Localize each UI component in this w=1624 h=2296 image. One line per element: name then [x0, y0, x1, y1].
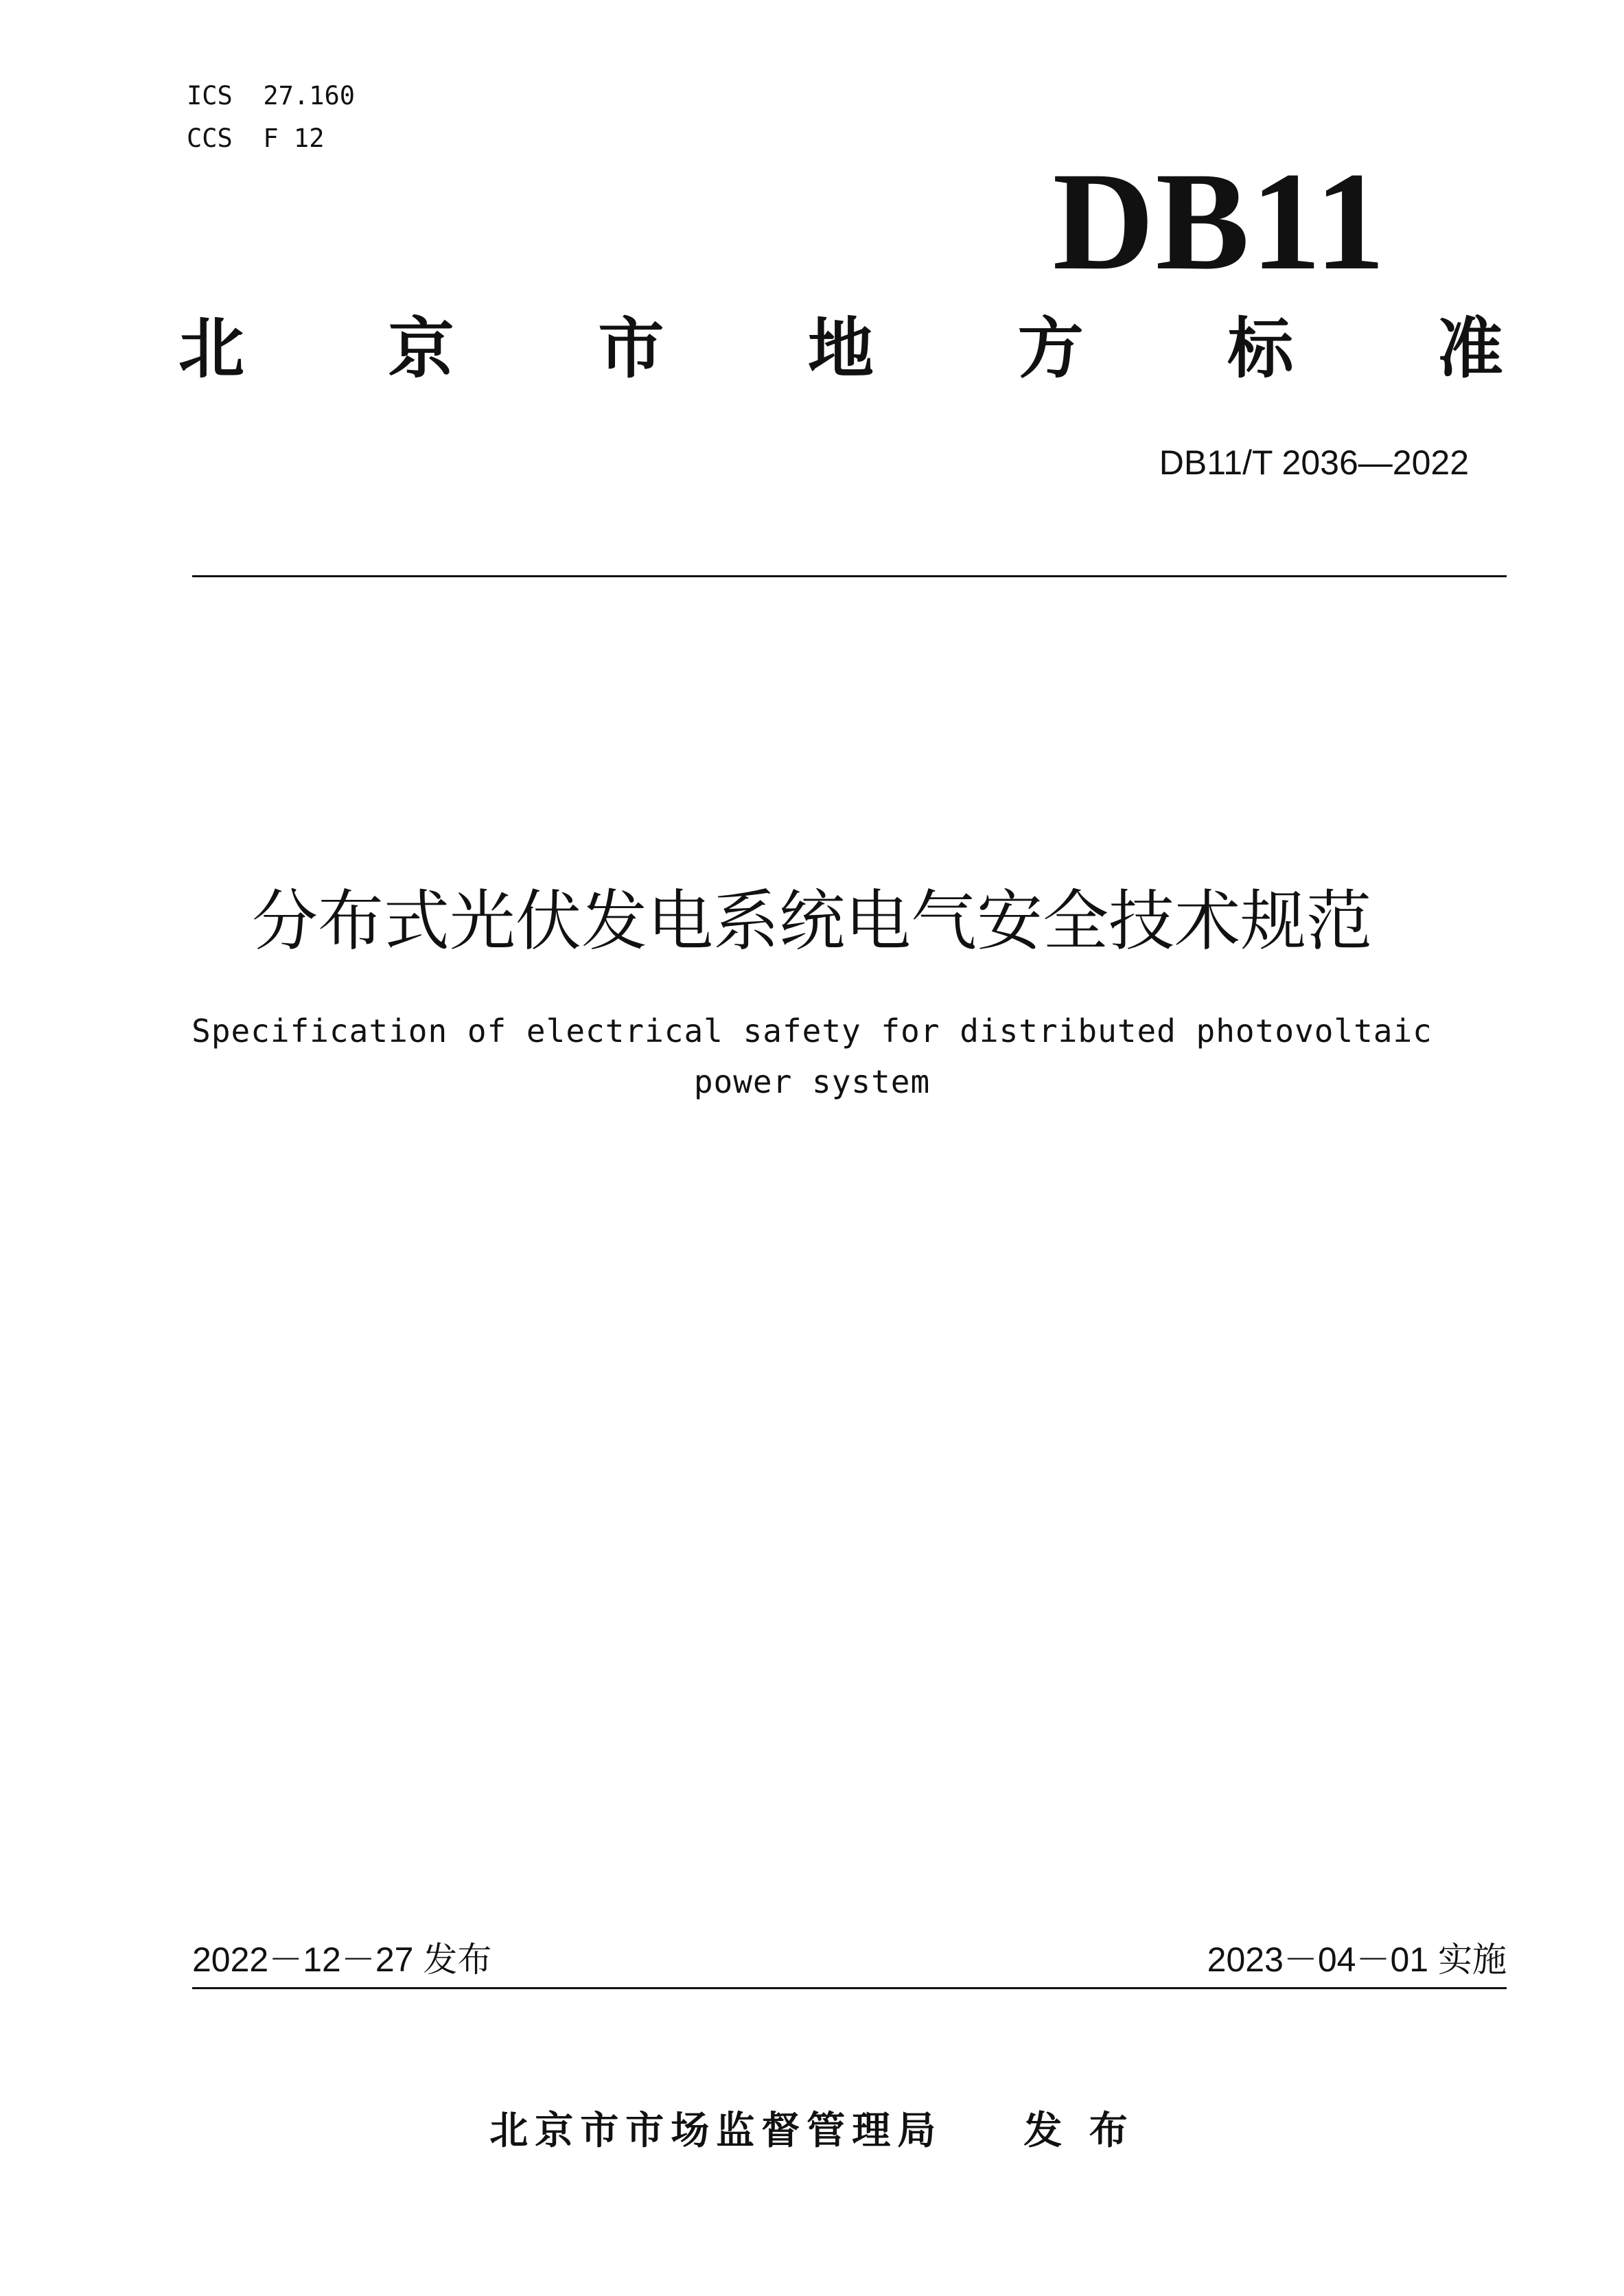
implementation-date: 2023－04－01 实施: [1207, 1940, 1507, 1979]
ccs-code: CCS F 12: [187, 124, 325, 153]
standard-type-char: 方: [1017, 310, 1084, 387]
standard-code: DB11/T 2036—2022: [1159, 443, 1469, 482]
standard-type-char: 准: [1437, 310, 1503, 387]
db-logo: DB11: [1052, 143, 1387, 299]
publish-label: 发 布: [1023, 2109, 1135, 2153]
title-english: [0, 1006, 1624, 1107]
bottom-divider: [192, 1987, 1507, 1989]
standard-type-char: 市: [598, 310, 664, 387]
standard-type-char: 北: [178, 310, 244, 387]
standard-type-char: 标: [1227, 310, 1294, 387]
ics-code: ICS 27.160: [187, 81, 356, 111]
publisher-name: 北京市市场监督管理局: [489, 2109, 943, 2153]
standard-type-char: 京: [388, 310, 454, 387]
title-chinese: 分布式光伏发电系统电气安全技术规范: [252, 883, 1372, 960]
title-english-line: power system: [693, 1063, 931, 1100]
title-english-line: Specification of electrical safety for distributed photovoltaic: [192, 1012, 1432, 1050]
publisher-line: [0, 2100, 1624, 2155]
standard-type-char: 地: [807, 310, 874, 387]
issue-date: 2022－12－27 发布: [192, 1940, 492, 1979]
top-divider: [192, 575, 1507, 577]
standard-type: [178, 310, 1503, 387]
